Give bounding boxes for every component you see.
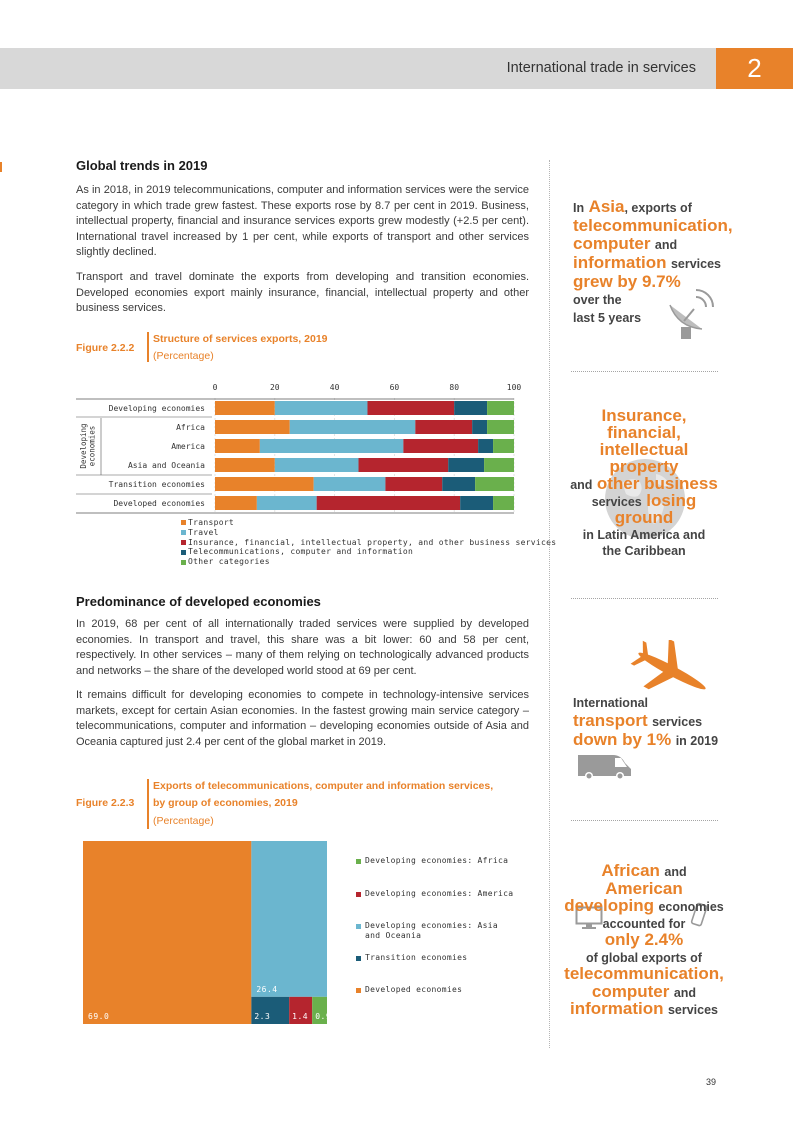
chapter-number: 2 [716,48,793,89]
legend-item-africa: Developing economies: Africa [356,856,508,866]
legend-item-travel: Travel [181,528,556,538]
treemap-value-label: 2.3 [254,1012,271,1021]
sidebar-fact-transport: International transport services down by 1% in 2019 [573,696,719,749]
sidebar-fact-africa-america: African and American developing economies accounted for only 2.4% of global exports of telecommunication, computer and information services [564,861,724,1018]
legend-item-asia-oceania: Developing economies: Asia and Oceania [356,921,506,941]
treemap-cell [251,841,327,997]
figure-label-2-2-2: Figure 2.2.2 [76,342,135,354]
paragraph-global-trends-1: As in 2018, in 2019 telecommunications, computer and information services were the service category in which trade grew fastest. These exports rose by 8.7 per cent in 2019. Business, intellectual property, financial and insurance services exports grew modestly (+2.5 per cent). International travel increased by 1 per cent, while exports of transport and other services slightly declined. [76,184,529,259]
sidebar-separator [571,371,718,372]
paragraph-predominance-1: In 2019, 68 per cent of all internationally traded services were supplied by developed economies. In transport and travel, this share was a bit lower: 60 and 58 per cent, respectively. In other services – many of them relying on technologically advanced products and networks – the share of the developed world stood at 69 per cent. [76,618,529,677]
category-label: Asia and Oceania [127,461,205,470]
treemap-value-label: 26.4 [256,984,278,994]
category-label: America [171,442,205,451]
legend-item-other: Other categories [181,557,556,567]
legend-swatch [356,956,361,961]
x-tick-label: 60 [389,383,400,392]
sidebar-separator [571,820,718,821]
figure-title-2-2-2: Structure of services exports, 2019 [153,333,328,345]
figure-subtitle-2-2-3: (Percentage) [153,815,214,827]
legend-swatch [356,859,361,864]
legend-swatch [356,924,361,929]
legend-swatch [356,892,361,897]
airplane-icon [630,640,714,702]
x-tick-label: 20 [269,383,280,392]
x-tick-label: 80 [449,383,460,392]
legend-swatch [356,988,361,993]
treemap-value-label: 0.9 [315,1012,332,1021]
figure-title-2-2-3-line1: Exports of telecommunications, computer and information services, [153,780,494,792]
treemap-value-label: 1.4 [292,1012,309,1021]
group-label: Developingeconomies [79,423,97,469]
legend-item-business: Insurance, financial, intellectual property, and other business services [181,538,556,548]
x-tick-label: 100 [506,383,522,392]
figure-subtitle-2-2-2: (Percentage) [153,350,214,362]
category-label: Transition economies [108,480,205,489]
figure-label-2-2-3: Figure 2.2.3 [76,797,135,809]
category-label: Developing economies [108,404,205,413]
legend-item-america: Developing economies: America [356,889,513,899]
x-tick-label: 0 [212,383,218,392]
section-heading-global-trends: Global trends in 2019 [76,158,208,173]
legend-item-telecom: Telecommunications, computer and information [181,547,556,557]
delivery-van-icon [577,753,633,781]
page-number: 39 [706,1077,717,1087]
treemap-value-label: 69.0 [88,1012,110,1021]
legend-item-transition: Transition economies [356,953,467,963]
legend-item-developed: Developed economies [356,985,462,995]
figure-title-2-2-3-line2: by group of economies, 2019 [153,797,298,809]
paragraph-predominance-2: It remains difficult for developing economies to compete in technology-intensive services markets, except for certain Asian economies. In the fastest growing main service category – telecommunications, computer and information – developing economies outside of Asia and Oceania captured just 2.4 per cent of the global market in 2019. [76,689,529,748]
section-heading-predominance: Predominance of developed economies [76,594,321,609]
sidebar-separator [571,598,718,599]
chapter-title: International trade in services [506,60,696,76]
legend-item-transport: Transport [181,518,556,528]
treemap-cell [83,841,251,1024]
sidebar-fact-latin-america: Insurance, financial, intellectual property and other business services losing ground in Latin America and the Caribbean [570,406,718,558]
paragraph-global-trends-2: Transport and travel dominate the exports from developing and transition economies. Developed economies export mainly insurance, financial, intellectual property and other business services. [76,271,529,315]
category-label: Africa [176,423,205,432]
sidebar-divider [549,160,550,1048]
x-tick-label: 40 [329,383,340,392]
sidebar-fact-asia: In Asia, exports of telecommunication, computer and information services grew by 9.7% over the last 5 years [573,197,733,325]
category-label: Developed economies [113,499,205,508]
